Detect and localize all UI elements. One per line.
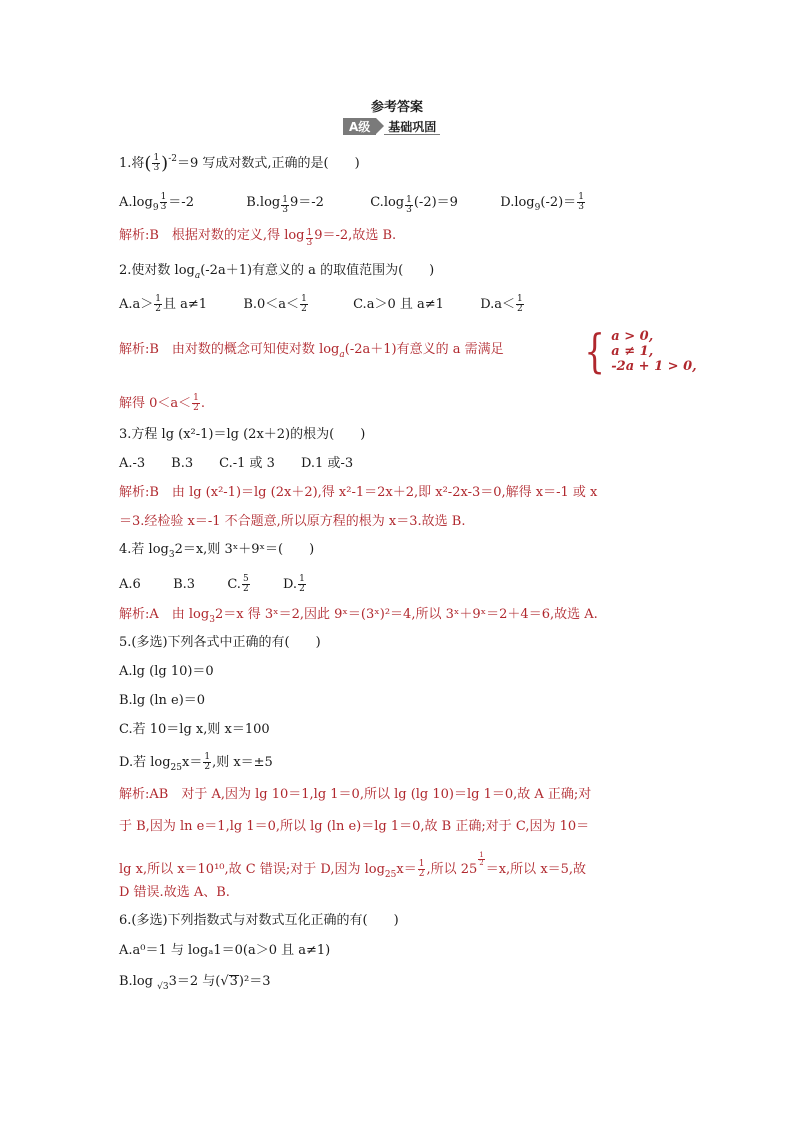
- q4-answer: 解析:A 由 $\log_32=x$ 得 3ˣ＝2,因此 9ˣ＝(3ˣ)²＝4,所以 3ˣ＋9ˣ＝2＋4＝6,故选 A.: [119, 607, 598, 625]
- q5-option-d: D.若 $\log_{25}x=$ $\frac{1}{2}$ ,则 x＝±5: [119, 752, 273, 773]
- q5-answer-1: 解析:AB 对于 A,因为 lg 10＝1,lg 1＝0,所以 lg (lg 10)＝lg 1＝0,故 A 正确;对: [119, 787, 592, 802]
- q5-stem: 5.(多选)下列各式中正确的有( ): [119, 635, 321, 650]
- q2-option-d: D.a＜ $\frac{1}{2}$: [480, 294, 523, 314]
- q1-answer: 解析:B 根据对数的定义,得 log $\frac{1}{3}$ 9＝-2,故选 B.: [119, 228, 397, 248]
- q2-options: [119, 295, 525, 314]
- level-name: 基础巩固: [384, 118, 440, 135]
- q5-answer-3: lg x,所以 x＝10¹⁰,故 C 错误;对于 D,因为 $\log_{25}x=$ $\frac{1}{2}$ ,所以 25 $\frac{1}{2}$ ＝x,所以 x＝5,故: [119, 851, 587, 880]
- q3-answer-2: ＝3.经检验 x＝-1 不合题意,所以原方程的根为 x＝3.故选 B.: [119, 514, 466, 529]
- q5-answer-4: D 错误.故选 A、B.: [119, 885, 230, 900]
- level-banner: [343, 118, 440, 135]
- q3-stem: 3.方程 lg (x²-1)＝lg (2x＋2)的根为( ): [119, 427, 366, 442]
- q5-option-b: B.lg (ln e)＝0: [119, 693, 206, 708]
- q5-option-c: C.若 10＝lg x,则 x＝100: [119, 722, 270, 737]
- q5-answer-2: 于 B,因为 ln e＝1,lg 1＝0,所以 lg (ln e)＝lg 1＝0,故 B 正确;对于 C,因为 10＝: [119, 819, 590, 834]
- arrow-icon: [376, 118, 384, 134]
- q1-option-a: $A.\log_9$ $\frac{1}{3}$ ＝-2: [119, 192, 194, 213]
- q2-answer: 解析:B 由对数的概念可知使对数 $\log_a(-2a+1)$有意义的 a 需满足: [119, 342, 504, 360]
- q4-option-a: A.6: [119, 577, 141, 592]
- q2-answer-2: 解得 0＜a＜ $\frac{1}{2}$ .: [119, 393, 206, 413]
- q4-option-b: B.3: [173, 577, 196, 592]
- q1-option-d: $D.\log_9(-2)=$ $\frac{1}{3}$: [500, 192, 584, 213]
- q5-option-a: A.lg (lg 10)＝0: [119, 664, 214, 679]
- page-title: 参考答案: [370, 100, 423, 115]
- q6-option-a: A.a⁰＝1 与 logₐ1＝0(a＞0 且 a≠1): [119, 943, 331, 958]
- level-badge: A级: [343, 118, 376, 135]
- q2-system: { a > 0, a ≠ 1, -2a + 1 > 0,: [584, 324, 697, 378]
- q4-option-c: C. $\frac{5}{2}$: [227, 574, 249, 594]
- q3-options: A.-3 B.3 C.-1 或 3 D.1 或-3: [119, 456, 354, 471]
- q1-options: [119, 193, 586, 217]
- q4-stem: 4.若 $\log_32=x$,则 3ˣ＋9ˣ＝( ): [119, 542, 315, 560]
- q2-stem: 2.使对数 $\log_a(-2a+1)$有意义的 a 的取值范围为( ): [119, 263, 435, 281]
- q1-option-b: B.log $\frac{1}{3}$ 9＝-2: [246, 195, 324, 215]
- q2-option-c: C.a＞0 且 a≠1: [353, 297, 444, 312]
- q1-stem: 1.将( $\frac{1}{3}$ )$^{-2}$＝9 写成对数式,正确的是( ): [119, 153, 360, 174]
- q3-answer-1: 解析:B 由 lg (x²-1)＝lg (2x＋2),得 x²-1＝2x＋2,即 x²-2x-3＝0,解得 x＝-1 或 x: [119, 485, 598, 500]
- q6-option-b: B.log $_{√3}$3＝2 与(√3)²＝3: [119, 974, 271, 992]
- q4-options: [119, 575, 307, 594]
- q1-option-c: C.log $\frac{1}{3}$ (-2)＝9: [370, 195, 458, 215]
- q4-option-d: D. $\frac{1}{2}$: [282, 574, 305, 594]
- q2-option-a: A.a＞ $\frac{1}{2}$ 且 a≠1: [119, 294, 208, 314]
- q2-option-b: B.0＜a＜ $\frac{1}{2}$: [243, 294, 307, 314]
- q6-stem: 6.(多选)下列指数式与对数式互化正确的有( ): [119, 913, 399, 928]
